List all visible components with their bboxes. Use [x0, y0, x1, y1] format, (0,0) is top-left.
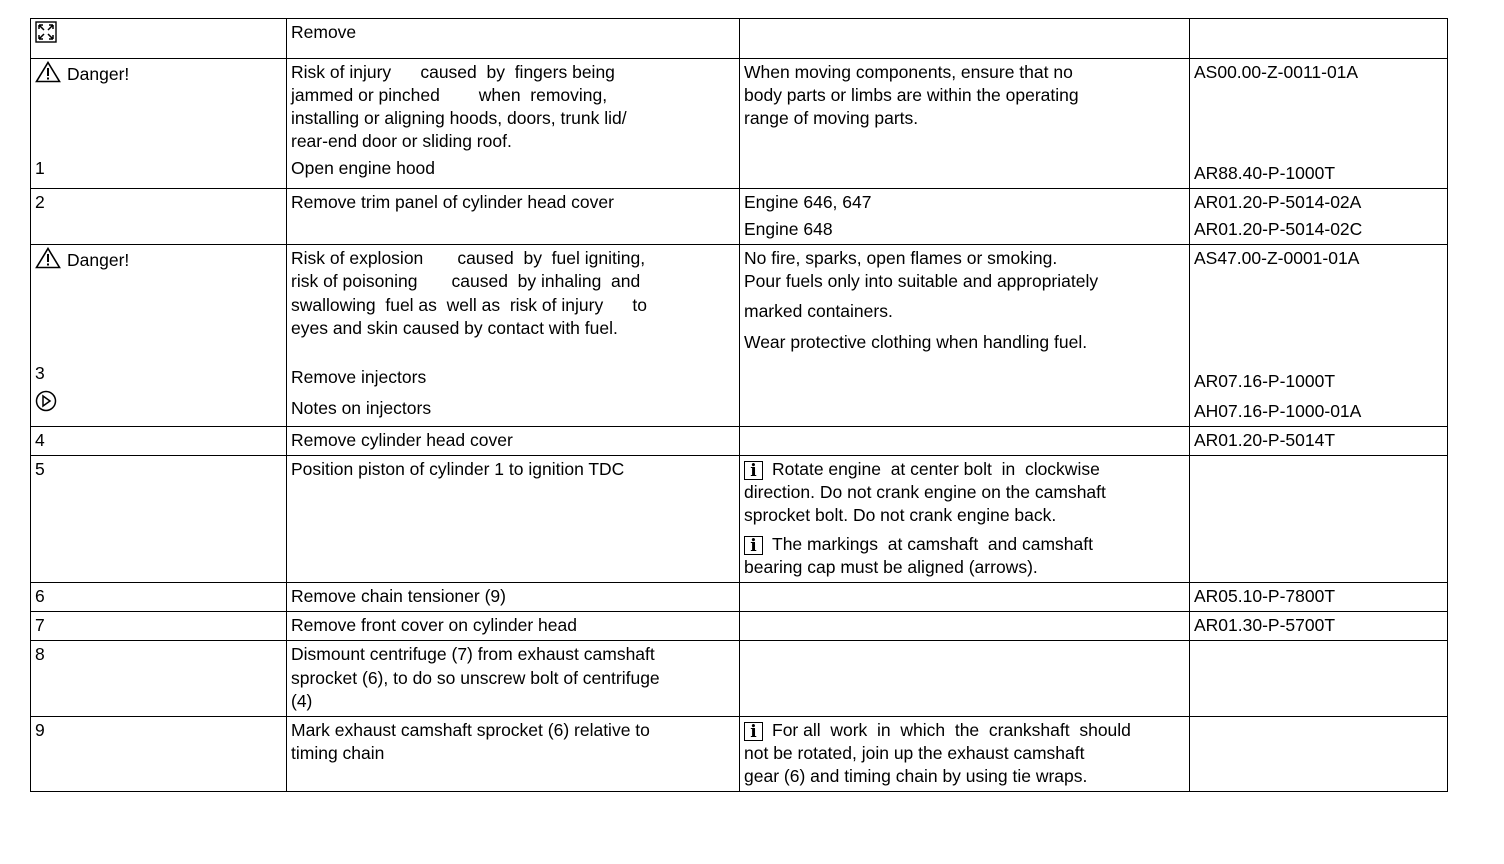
- info-note-line: [744, 533, 1185, 556]
- note-pointer-icon: [35, 390, 57, 412]
- ref-cell: [1190, 426, 1448, 455]
- reference-code: AH07.16-P-1000-01A: [1194, 400, 1362, 421]
- info-text: The markings at camshaft and camshaft: [772, 534, 1093, 555]
- notes-cell: [740, 455, 1190, 582]
- step-action: Remove chain tensioner (9): [291, 586, 506, 607]
- remove-arrows-icon: [35, 21, 57, 43]
- risk-text-line: eyes and skin caused by contact with fuel.: [291, 317, 618, 338]
- ref-cell: [1190, 19, 1448, 59]
- table-row: [31, 716, 1448, 791]
- danger-label: Danger!: [67, 250, 130, 271]
- info-text: bearing cap must be aligned (arrows).: [744, 557, 1038, 578]
- icon-cell: [31, 59, 287, 189]
- icon-cell: [31, 245, 287, 426]
- ref-cell: [1190, 612, 1448, 641]
- action-cell: [287, 716, 740, 791]
- action-cell: [287, 641, 740, 716]
- action-cell: [287, 455, 740, 582]
- risk-text-line: jammed or pinched when removing,: [291, 85, 608, 106]
- info-text: Rotate engine at center bolt in clockwise: [772, 458, 1100, 479]
- measure-text-line: When moving components, ensure that no: [744, 62, 1073, 82]
- reference-code: AS00.00-Z-0011-01A: [1194, 62, 1359, 82]
- info-text: not be rotated, join up the exhaust camshaft: [744, 742, 1085, 763]
- table-row: [31, 583, 1448, 612]
- reference-code: AR01.30-P-5700T: [1194, 615, 1336, 636]
- reference-code: AS47.00-Z-0001-01A: [1194, 248, 1360, 269]
- step-number: 8: [35, 644, 45, 665]
- step-number: 7: [35, 615, 45, 636]
- note-action: Notes on injectors: [291, 397, 432, 418]
- ref-cell: [1190, 716, 1448, 791]
- step-action: (4): [291, 690, 313, 711]
- reference-code: AR01.20-P-5014-02C: [1194, 219, 1363, 240]
- table-row: [31, 245, 1448, 426]
- info-text: For all work in which the crankshaft should: [772, 719, 1131, 740]
- measure-text-line: Wear protective clothing when handling fuel.: [744, 331, 1088, 352]
- note-text: Engine 646, 647: [744, 192, 872, 213]
- ref-cell: [1190, 583, 1448, 612]
- measure-text-line: No fire, sparks, open flames or smoking.: [744, 248, 1058, 269]
- reference-code: AR01.20-P-5014T: [1194, 429, 1336, 450]
- info-text: gear (6) and timing chain by using tie wraps.: [744, 765, 1088, 786]
- notes-cell: [740, 716, 1190, 791]
- table-row: [31, 641, 1448, 716]
- info-icon: i: [744, 536, 763, 555]
- reference-code: AR88.40-P-1000T: [1194, 163, 1336, 184]
- icon-cell: [31, 455, 287, 582]
- step-action: Position piston of cylinder 1 to ignition TDC: [291, 458, 625, 479]
- ref-cell: [1190, 455, 1448, 582]
- measure-text-line: marked containers.: [744, 300, 893, 321]
- step-number: 2: [35, 192, 45, 213]
- notes-cell: [740, 245, 1190, 426]
- icon-cell: [31, 612, 287, 641]
- table-row: [31, 189, 1448, 245]
- icon-cell: [31, 19, 287, 59]
- info-icon: i: [744, 722, 763, 741]
- notes-cell: [740, 641, 1190, 716]
- ref-cell: [1190, 59, 1448, 189]
- step-number: 4: [35, 429, 45, 450]
- step-action: sprocket (6), to do so unscrew bolt of centrifuge: [291, 667, 660, 688]
- action-cell: [287, 583, 740, 612]
- info-text: direction. Do not crank engine on the camshaft: [744, 481, 1106, 502]
- notes-cell: [740, 612, 1190, 641]
- info-text: sprocket bolt. Do not crank engine back.: [744, 504, 1057, 525]
- risk-text-line: rear-end door or sliding roof.: [291, 131, 512, 152]
- reference-code: AR05.10-P-7800T: [1194, 586, 1336, 607]
- table-row: [31, 426, 1448, 455]
- reference-code: AR07.16-P-1000T: [1194, 371, 1336, 392]
- measure-text-line: range of moving parts.: [744, 108, 919, 129]
- step-action: Dismount centrifuge (7) from exhaust camshaft: [291, 644, 655, 665]
- step-number: 6: [35, 586, 45, 607]
- step-action: Mark exhaust camshaft sprocket (6) relative to: [291, 719, 650, 740]
- step-action: timing chain: [291, 742, 385, 763]
- warning-triangle-icon: [35, 61, 61, 83]
- table-row: [31, 455, 1448, 582]
- info-note-line: [744, 458, 1185, 481]
- ref-cell: [1190, 189, 1448, 245]
- icon-cell: [31, 426, 287, 455]
- notes-cell: [740, 189, 1190, 245]
- risk-text-line: risk of poisoning caused by inhaling and: [291, 271, 641, 292]
- step-action: Remove front cover on cylinder head: [291, 615, 577, 636]
- risk-text-line: Risk of explosion caused by fuel igniting,: [291, 248, 646, 269]
- risk-text-line: swallowing fuel as well as risk of injury to: [291, 294, 647, 315]
- note-text: Engine 648: [744, 219, 833, 240]
- info-icon: i: [744, 461, 763, 480]
- danger-label: Danger!: [67, 64, 130, 84]
- table-row: [31, 19, 1448, 59]
- notes-cell: [740, 19, 1190, 59]
- action-cell: [287, 59, 740, 189]
- reference-code: AR01.20-P-5014-02A: [1194, 192, 1362, 213]
- icon-cell: [31, 641, 287, 716]
- notes-cell: [740, 59, 1190, 189]
- action-cell: [287, 245, 740, 426]
- action-text: Remove: [291, 22, 357, 42]
- notes-cell: [740, 583, 1190, 612]
- step-action: Remove trim panel of cylinder head cover: [291, 192, 614, 213]
- action-cell: [287, 612, 740, 641]
- action-cell: [287, 426, 740, 455]
- table-row: [31, 612, 1448, 641]
- risk-text-line: installing or aligning hoods, doors, trunk lid/: [291, 108, 627, 129]
- info-note-line: [744, 719, 1185, 742]
- step-action: Open engine hood: [291, 158, 436, 179]
- step-number: 9: [35, 719, 45, 740]
- icon-cell: [31, 716, 287, 791]
- step-number: 3: [35, 363, 45, 384]
- step-action: Remove injectors: [291, 366, 427, 387]
- action-cell: [287, 189, 740, 245]
- action-cell: [287, 19, 740, 59]
- warning-triangle-icon: [35, 247, 61, 269]
- measure-text-line: Pour fuels only into suitable and appropriately: [744, 271, 1099, 292]
- ref-cell: [1190, 641, 1448, 716]
- table-row: [31, 59, 1448, 189]
- ref-cell: [1190, 245, 1448, 426]
- step-action: Remove cylinder head cover: [291, 429, 513, 450]
- risk-text-line: Risk of injury caused by fingers being: [291, 62, 615, 82]
- procedure-table: [30, 18, 1448, 792]
- icon-cell: [31, 189, 287, 245]
- icon-cell: [31, 583, 287, 612]
- step-number: 5: [35, 458, 45, 479]
- notes-cell: [740, 426, 1190, 455]
- measure-text-line: body parts or limbs are within the operating: [744, 85, 1079, 106]
- step-number: 1: [35, 158, 45, 179]
